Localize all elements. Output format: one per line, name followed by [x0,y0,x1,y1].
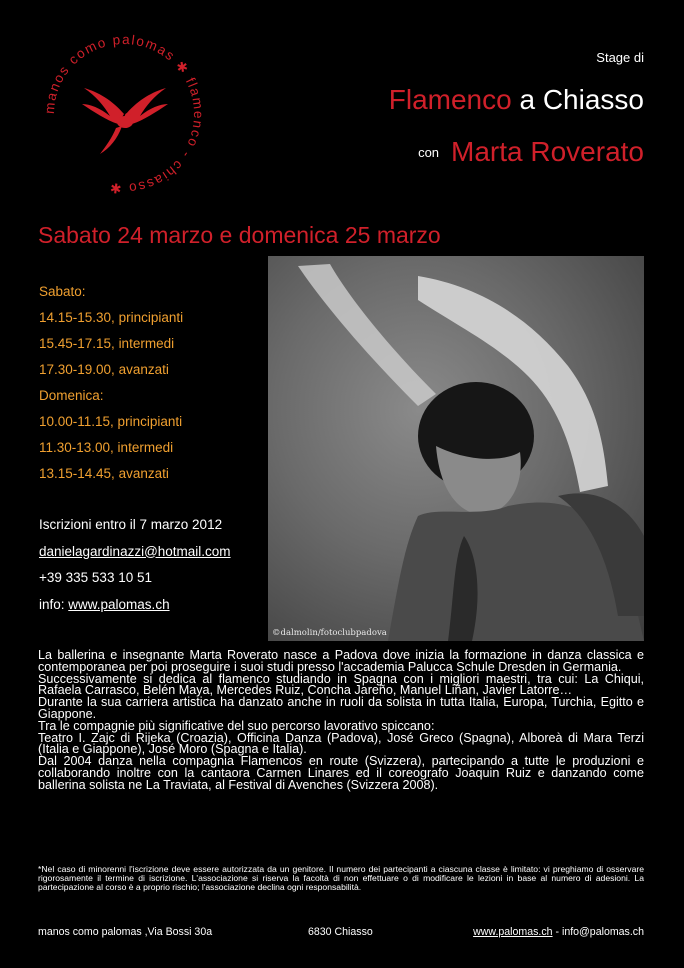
schedule-item: 15.45-17.15, intermedi [39,336,175,351]
event-title [389,84,644,116]
registration-deadline: Iscrizioni entro il 7 marzo 2012 [39,517,223,532]
schedule-item: 17.30-19.00, avanzati [39,362,169,377]
schedule-list [39,283,183,491]
dancer-illustration [268,256,644,641]
website-link[interactable]: www.palomas.ch [68,596,170,612]
footer-contact [473,926,644,938]
info-line [39,596,231,623]
dove-icon [82,88,168,154]
dancer-photo [268,256,644,641]
bio-paragraph: Tra le compagnie più significative del suo percorso lavorativo spiccano: [38,718,435,733]
bio-paragraph: La ballerina e insegnante Marta Roverato nasce a Padova dove inizia la formazione in danza classica e contemporanea per poi proseguire i suoi studi presso l'accademia Palucca Schule Dresden in Germania. [38,648,644,674]
logo-emblem [40,30,208,198]
schedule-item: Sabato: [39,284,86,299]
phone-number: +39 335 533 10 51 [39,570,152,585]
teacher-line [418,136,644,168]
schedule-item: Domenica: [39,388,104,403]
logo-ring-text: manos como palomas ✱ flamenco - chiasso ✱ [41,31,207,197]
title-location: a Chiasso [511,84,644,115]
bio-paragraph: Dal 2004 danza nella compagnia Flamencos en route (Svizzera), partecipando a tutte le produzioni e collaborando inoltre con la cantaora Carmen Linares ed il coreografo Joaquin Ruiz e danzando come ballerina solista ne La Traviata, al Festival di Avenches (Svizzera 2008). [38,754,644,792]
footer-city: 6830 Chiasso [308,926,373,938]
title-flamenco: Flamenco [388,84,512,115]
photo-credit: ©dalmolin/fotoclubpadova [272,628,387,638]
email-link[interactable]: danielagardinazzi@hotmail.com [39,543,231,559]
schedule-item: 14.15-15.30, principianti [39,310,184,325]
footer-address: manos como palomas ,Via Bossi 30a [38,926,213,938]
disclaimer-note: *Nel caso di minorenni l'iscrizione deve essere autorizzata da un genitore. Il numero dei partecipanti a ciascuna classe è limitato: vi preghiamo di osservare rigorosamente il termine di iscrizione. L'associazione si riserva la facoltà di non effettuare o di modificare le lezioni in base al numero di adesioni. La partecipazione al corso è a proprio rischio; l'associazione declina ogni responsabilità. [38,864,644,893]
biography [38,650,644,792]
teacher-name: Marta Roverato [451,136,644,167]
stage-label: Stage di [596,50,644,65]
event-dates: Sabato 24 marzo e domenica 25 marzo [38,222,441,248]
bio-paragraph: Teatro I. Zajc di Rijeka (Croazia), Officina Danza (Padova), José Greco (Spagna), Alboreà di Mara Terzi (Italia e Giappone), José Moro (Spagna e Italia). [38,730,644,757]
info-label: info: [39,596,69,612]
schedule-item: 10.00-11.15, principianti [39,414,183,429]
bio-paragraph: Durante la sua carriera artistica ha danzato anche in ruoli da solista in tutta Italia, Europa, Turchia, Egitto e Giappone. [38,695,644,721]
teacher-prefix: con [418,144,440,160]
footer-website-link[interactable]: www.palomas.ch [473,926,553,938]
footer-email: - info@palomas.ch [552,926,644,938]
bio-paragraph: Successivamente si dedica al flamenco studiando in Spagna con i migliori maestri, tra cui: La Chiqui, Rafaela Carrasco, Belén Maya, Mercedes Ruiz, Concha Jareño, Manuel Liñan, Javier Latorre… [38,671,644,698]
schedule-item: 11.30-13.00, intermedi [39,440,174,455]
schedule-item: 13.15-14.45, avanzati [39,466,169,481]
contact-list [39,516,231,622]
logo [40,30,208,198]
